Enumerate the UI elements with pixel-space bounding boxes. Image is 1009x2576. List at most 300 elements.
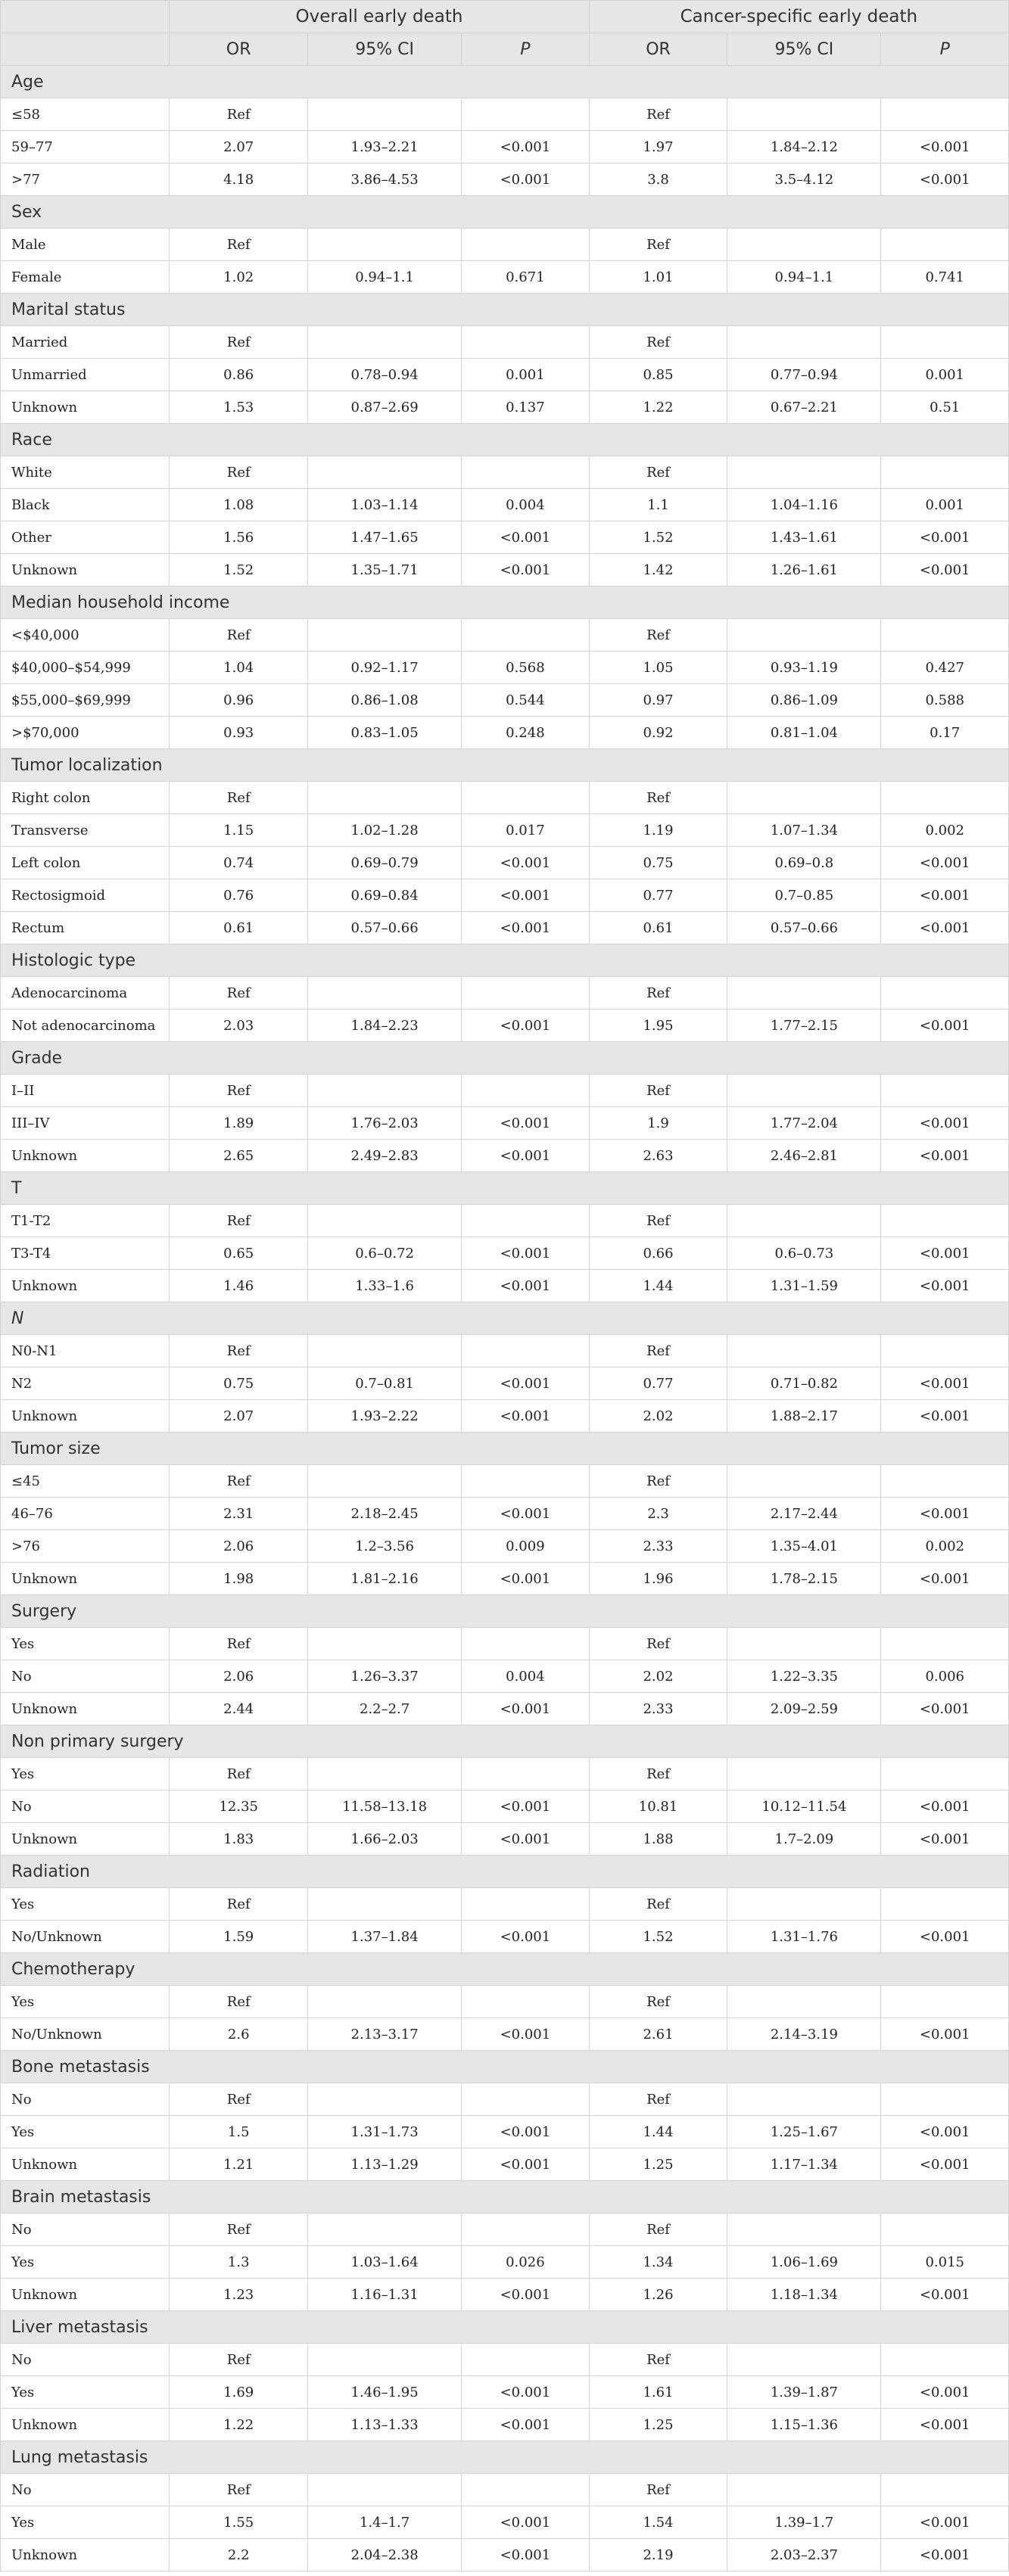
or-overall-cell: 1.08 xyxy=(170,489,308,521)
ci-overall-cell: 1.26–3.37 xyxy=(308,1660,462,1693)
p-overall-cell: 0.568 xyxy=(462,652,590,684)
or-overall-cell: 4.18 xyxy=(170,163,308,196)
p-cancer-cell: <0.001 xyxy=(881,847,1009,879)
ci-cancer-cell: 0.93–1.19 xyxy=(727,652,881,684)
ci-cancer-cell: 1.7–2.09 xyxy=(727,1823,881,1856)
ci-overall-cell: 1.93–2.22 xyxy=(308,1400,462,1433)
ci-overall-cell xyxy=(308,1205,462,1237)
ci-overall-cell: 1.16–1.31 xyxy=(308,2279,462,2311)
section-header-row xyxy=(1,1953,1009,1986)
p-cancer-cell xyxy=(881,1205,1009,1237)
ci-cancer-cell: 0.69–0.8 xyxy=(727,847,881,879)
ci-overall-cell: 1.03–1.64 xyxy=(308,2246,462,2279)
or-overall-cell: 1.53 xyxy=(170,391,308,424)
or-overall-cell: 1.59 xyxy=(170,1921,308,1953)
table-row xyxy=(1,1010,1009,1042)
p-cancer-cell xyxy=(881,2083,1009,2116)
or-cancer-cell: 1.96 xyxy=(589,1563,727,1595)
ci-overall-cell xyxy=(308,98,462,131)
section-title: Race xyxy=(1,424,1009,456)
ci-overall-cell: 1.93–2.21 xyxy=(308,131,462,163)
ci-cancer-cell xyxy=(727,1465,881,1498)
p-cancer-cell: <0.001 xyxy=(881,2018,1009,2051)
ci-overall-cell: 1.2–3.56 xyxy=(308,1530,462,1563)
p-cancer-cell: 0.741 xyxy=(881,261,1009,294)
section-title: Brain metastasis xyxy=(1,2181,1009,2214)
table-row xyxy=(1,521,1009,554)
p-cancer-cell xyxy=(881,2214,1009,2246)
p-cancer-cell xyxy=(881,1986,1009,2018)
ci-cancer-cell: 1.04–1.16 xyxy=(727,489,881,521)
ci-overall-cell xyxy=(308,1758,462,1790)
or-cancer-cell: Ref xyxy=(589,1986,727,2018)
ci-overall-cell: 1.46–1.95 xyxy=(308,2376,462,2409)
p-cancer-cell xyxy=(881,1888,1009,1921)
ci-cancer-cell: 1.06–1.69 xyxy=(727,2246,881,2279)
or-cancer-cell: 1.52 xyxy=(589,521,727,554)
p-cancer-cell: <0.001 xyxy=(881,1010,1009,1042)
table-row xyxy=(1,847,1009,879)
or-cancer-cell: 0.97 xyxy=(589,684,727,717)
section-title: T xyxy=(1,1172,1009,1205)
p-overall-cell: 0.671 xyxy=(462,261,590,294)
ci-cancer-cell: 1.43–1.61 xyxy=(727,521,881,554)
row-label-cell: Rectum xyxy=(1,912,170,944)
ci-cancer-cell xyxy=(727,2344,881,2376)
ci-cancer-cell: 1.26–1.61 xyxy=(727,554,881,586)
or-cancer-cell: 2.02 xyxy=(589,1400,727,1433)
or-cancer-cell: Ref xyxy=(589,1075,727,1107)
table-row xyxy=(1,1563,1009,1595)
ci-overall-cell: 2.2–2.7 xyxy=(308,1693,462,1725)
or-overall-cell: 0.65 xyxy=(170,1237,308,1270)
p-overall-cell xyxy=(462,1888,590,1921)
p-overall-cell: 0.026 xyxy=(462,2246,590,2279)
ci-overall-cell: 1.13–1.33 xyxy=(308,2409,462,2441)
row-label-cell: No xyxy=(1,2214,170,2246)
ci-overall-cell xyxy=(308,1986,462,2018)
row-label-cell: Yes xyxy=(1,1986,170,2018)
ci-cancer-cell xyxy=(727,1888,881,1921)
row-label-cell: Right colon xyxy=(1,782,170,814)
row-label-cell: T3-T4 xyxy=(1,1237,170,1270)
p-cancer-cell: 0.17 xyxy=(881,717,1009,749)
ci-overall-cell: 1.47–1.65 xyxy=(308,521,462,554)
section-header-row xyxy=(1,1595,1009,1628)
or-overall-cell: 12.35 xyxy=(170,1790,308,1823)
row-label-cell: Unknown xyxy=(1,2148,170,2181)
ci-overall-cell xyxy=(308,229,462,261)
or-cancer-cell: 2.33 xyxy=(589,1693,727,1725)
ci-overall-cell: 2.18–2.45 xyxy=(308,1498,462,1530)
table-row xyxy=(1,1921,1009,1953)
p-overall-cell: <0.001 xyxy=(462,879,590,912)
p-overall-cell: <0.001 xyxy=(462,1140,590,1172)
or-cancer-cell: 1.25 xyxy=(589,2148,727,2181)
table-row xyxy=(1,1400,1009,1433)
row-label-cell: White xyxy=(1,456,170,489)
table-row xyxy=(1,1498,1009,1530)
row-label-cell: Yes xyxy=(1,1628,170,1660)
row-label-cell: >77 xyxy=(1,163,170,196)
table-row xyxy=(1,391,1009,424)
table-row xyxy=(1,1628,1009,1660)
ci-overall-cell: 0.86–1.08 xyxy=(308,684,462,717)
p-overall-cell xyxy=(462,2083,590,2116)
header-column-row xyxy=(1,33,1009,66)
table-row xyxy=(1,1107,1009,1140)
table-row xyxy=(1,1140,1009,1172)
p-overall-cell: <0.001 xyxy=(462,1400,590,1433)
header-95ci: 95% CI xyxy=(727,33,881,66)
table-row xyxy=(1,2116,1009,2148)
p-cancer-cell: <0.001 xyxy=(881,1563,1009,1595)
ci-cancer-cell xyxy=(727,2214,881,2246)
ci-cancer-cell xyxy=(727,1986,881,2018)
p-overall-cell: <0.001 xyxy=(462,1790,590,1823)
header-cancer-specific-early-death: Cancer-specific early death xyxy=(589,1,1008,33)
row-label-cell: Yes xyxy=(1,1888,170,1921)
or-cancer-cell: 1.52 xyxy=(589,1921,727,1953)
section-title: Sex xyxy=(1,196,1009,229)
or-cancer-cell: 10.81 xyxy=(589,1790,727,1823)
ci-cancer-cell: 2.14–3.19 xyxy=(727,2018,881,2051)
ci-cancer-cell xyxy=(727,619,881,652)
ci-overall-cell xyxy=(308,1628,462,1660)
row-label-cell: Other xyxy=(1,521,170,554)
or-overall-cell: 0.75 xyxy=(170,1367,308,1400)
p-overall-cell: <0.001 xyxy=(462,1270,590,1302)
header-empty-cell xyxy=(1,1,170,33)
or-overall-cell: 1.02 xyxy=(170,261,308,294)
ci-overall-cell: 1.84–2.23 xyxy=(308,1010,462,1042)
p-cancer-cell: <0.001 xyxy=(881,1237,1009,1270)
or-overall-cell: 1.5 xyxy=(170,2116,308,2148)
p-overall-cell xyxy=(462,229,590,261)
ci-cancer-cell: 0.71–0.82 xyxy=(727,1367,881,1400)
ci-overall-cell: 1.35–1.71 xyxy=(308,554,462,586)
p-cancer-cell: <0.001 xyxy=(881,1270,1009,1302)
section-header-row xyxy=(1,1302,1009,1335)
table-row xyxy=(1,326,1009,359)
row-label-cell: T1-T2 xyxy=(1,1205,170,1237)
section-title: Liver metastasis xyxy=(1,2311,1009,2344)
section-title: Tumor localization xyxy=(1,749,1009,782)
p-overall-cell: 0.017 xyxy=(462,814,590,847)
or-overall-cell: 2.2 xyxy=(170,2539,308,2571)
ci-cancer-cell: 1.39–1.87 xyxy=(727,2376,881,2409)
p-cancer-cell: <0.001 xyxy=(881,1140,1009,1172)
p-overall-cell: 0.248 xyxy=(462,717,590,749)
row-label-cell: Unmarried xyxy=(1,359,170,391)
row-label-cell: >76 xyxy=(1,1530,170,1563)
section-title: Histologic type xyxy=(1,944,1009,977)
or-overall-cell: Ref xyxy=(170,2474,308,2506)
section-title: Non primary surgery xyxy=(1,1725,1009,1758)
row-label-cell: Unknown xyxy=(1,554,170,586)
p-cancer-cell: <0.001 xyxy=(881,1823,1009,1856)
or-cancer-cell: 0.92 xyxy=(589,717,727,749)
p-cancer-cell: <0.001 xyxy=(881,1367,1009,1400)
p-cancer-cell: 0.002 xyxy=(881,814,1009,847)
header-p: P xyxy=(462,33,590,66)
row-label-cell: Rectosigmoid xyxy=(1,879,170,912)
or-cancer-cell: 0.61 xyxy=(589,912,727,944)
or-cancer-cell: 1.1 xyxy=(589,489,727,521)
table-body xyxy=(1,66,1009,2571)
table-row xyxy=(1,554,1009,586)
ci-overall-cell: 0.92–1.17 xyxy=(308,652,462,684)
p-cancer-cell: <0.001 xyxy=(881,2506,1009,2539)
table-row xyxy=(1,2474,1009,2506)
or-overall-cell: 1.98 xyxy=(170,1563,308,1595)
table-row xyxy=(1,2246,1009,2279)
section-title: Grade xyxy=(1,1042,1009,1075)
p-overall-cell: 0.544 xyxy=(462,684,590,717)
or-overall-cell: Ref xyxy=(170,1465,308,1498)
p-cancer-cell xyxy=(881,1758,1009,1790)
row-label-cell: Unknown xyxy=(1,2539,170,2571)
ci-overall-cell: 0.83–1.05 xyxy=(308,717,462,749)
table-row xyxy=(1,1790,1009,1823)
table-row xyxy=(1,261,1009,294)
ci-cancer-cell: 1.22–3.35 xyxy=(727,1660,881,1693)
or-cancer-cell: 0.77 xyxy=(589,879,727,912)
table-row xyxy=(1,2018,1009,2051)
p-overall-cell xyxy=(462,1465,590,1498)
table-row xyxy=(1,1367,1009,1400)
or-overall-cell: 0.93 xyxy=(170,717,308,749)
section-header-row xyxy=(1,1433,1009,1465)
p-overall-cell: <0.001 xyxy=(462,2116,590,2148)
section-header-row xyxy=(1,586,1009,619)
ci-cancer-cell: 0.6–0.73 xyxy=(727,1237,881,1270)
or-overall-cell: 2.07 xyxy=(170,1400,308,1433)
p-overall-cell xyxy=(462,1075,590,1107)
or-overall-cell: 1.89 xyxy=(170,1107,308,1140)
section-header-row xyxy=(1,1042,1009,1075)
section-header-row xyxy=(1,66,1009,98)
section-header-row xyxy=(1,2311,1009,2344)
p-cancer-cell: 0.51 xyxy=(881,391,1009,424)
p-overall-cell: <0.001 xyxy=(462,521,590,554)
ci-overall-cell: 1.81–2.16 xyxy=(308,1563,462,1595)
p-overall-cell: <0.001 xyxy=(462,1107,590,1140)
table-row xyxy=(1,1205,1009,1237)
ci-overall-cell xyxy=(308,1075,462,1107)
p-overall-cell: <0.001 xyxy=(462,1921,590,1953)
table-row xyxy=(1,1075,1009,1107)
row-label-cell: $40,000–$54,999 xyxy=(1,652,170,684)
p-overall-cell: <0.001 xyxy=(462,163,590,196)
table-row xyxy=(1,2279,1009,2311)
p-overall-cell: <0.001 xyxy=(462,2279,590,2311)
ci-overall-cell: 0.87–2.69 xyxy=(308,391,462,424)
section-header-row xyxy=(1,2441,1009,2474)
p-overall-cell: <0.001 xyxy=(462,1367,590,1400)
p-overall-cell: <0.001 xyxy=(462,1823,590,1856)
ci-cancer-cell xyxy=(727,977,881,1010)
or-cancer-cell: 1.95 xyxy=(589,1010,727,1042)
p-cancer-cell: <0.001 xyxy=(881,2279,1009,2311)
p-overall-cell xyxy=(462,326,590,359)
table-row xyxy=(1,1823,1009,1856)
p-cancer-cell xyxy=(881,326,1009,359)
row-label-cell: III–IV xyxy=(1,1107,170,1140)
row-label-cell: N0-N1 xyxy=(1,1335,170,1367)
row-label-cell: $55,000–$69,999 xyxy=(1,684,170,717)
p-overall-cell xyxy=(462,2344,590,2376)
ci-overall-cell: 0.57–0.66 xyxy=(308,912,462,944)
header-overall-early-death: Overall early death xyxy=(170,1,589,33)
or-overall-cell: 2.65 xyxy=(170,1140,308,1172)
or-overall-cell: 2.31 xyxy=(170,1498,308,1530)
section-header-row xyxy=(1,2051,1009,2083)
or-cancer-cell: Ref xyxy=(589,619,727,652)
or-overall-cell: Ref xyxy=(170,1335,308,1367)
ci-cancer-cell xyxy=(727,2083,881,2116)
row-label-cell: I–II xyxy=(1,1075,170,1107)
header-or: OR xyxy=(170,33,308,66)
or-cancer-cell: 2.19 xyxy=(589,2539,727,2571)
or-cancer-cell: 0.66 xyxy=(589,1237,727,1270)
or-overall-cell: 2.06 xyxy=(170,1530,308,1563)
section-title: Marital status xyxy=(1,294,1009,326)
or-cancer-cell: 1.88 xyxy=(589,1823,727,1856)
ci-cancer-cell: 10.12–11.54 xyxy=(727,1790,881,1823)
table-row xyxy=(1,977,1009,1010)
row-label-cell: 59–77 xyxy=(1,131,170,163)
or-overall-cell: 0.76 xyxy=(170,879,308,912)
or-cancer-cell: Ref xyxy=(589,229,727,261)
or-cancer-cell: 3.8 xyxy=(589,163,727,196)
header-empty-cell xyxy=(1,33,170,66)
ci-overall-cell: 1.37–1.84 xyxy=(308,1921,462,1953)
p-overall-cell: <0.001 xyxy=(462,131,590,163)
row-label-cell: Yes xyxy=(1,2246,170,2279)
ci-overall-cell xyxy=(308,1888,462,1921)
p-cancer-cell: 0.015 xyxy=(881,2246,1009,2279)
ci-cancer-cell xyxy=(727,1628,881,1660)
ci-cancer-cell: 1.31–1.59 xyxy=(727,1270,881,1302)
row-label-cell: No xyxy=(1,2474,170,2506)
p-overall-cell: <0.001 xyxy=(462,1237,590,1270)
or-cancer-cell: 1.9 xyxy=(589,1107,727,1140)
p-cancer-cell xyxy=(881,1465,1009,1498)
or-cancer-cell: Ref xyxy=(589,1205,727,1237)
p-overall-cell: <0.001 xyxy=(462,2018,590,2051)
ci-overall-cell: 1.66–2.03 xyxy=(308,1823,462,1856)
table-row xyxy=(1,652,1009,684)
or-overall-cell: 1.21 xyxy=(170,2148,308,2181)
or-overall-cell: Ref xyxy=(170,98,308,131)
row-label-cell: Unknown xyxy=(1,391,170,424)
p-overall-cell: 0.004 xyxy=(462,1660,590,1693)
row-label-cell: Female xyxy=(1,261,170,294)
or-overall-cell: Ref xyxy=(170,2083,308,2116)
or-cancer-cell: Ref xyxy=(589,2083,727,2116)
table-row xyxy=(1,814,1009,847)
or-cancer-cell: 1.42 xyxy=(589,554,727,586)
ci-cancer-cell: 0.81–1.04 xyxy=(727,717,881,749)
or-cancer-cell: Ref xyxy=(589,326,727,359)
or-cancer-cell: 0.85 xyxy=(589,359,727,391)
row-label-cell: Male xyxy=(1,229,170,261)
p-cancer-cell: <0.001 xyxy=(881,1107,1009,1140)
row-label-cell: No xyxy=(1,1660,170,1693)
row-label-cell: Unknown xyxy=(1,1270,170,1302)
p-cancer-cell: <0.001 xyxy=(881,131,1009,163)
section-title: Chemotherapy xyxy=(1,1953,1009,1986)
p-cancer-cell: 0.001 xyxy=(881,489,1009,521)
row-label-cell: Yes xyxy=(1,2116,170,2148)
row-label-cell: Yes xyxy=(1,2376,170,2409)
or-overall-cell: Ref xyxy=(170,1758,308,1790)
p-overall-cell: 0.001 xyxy=(462,359,590,391)
row-label-cell: Not adenocarcinoma xyxy=(1,1010,170,1042)
or-cancer-cell: 1.19 xyxy=(589,814,727,847)
ci-overall-cell: 3.86–4.53 xyxy=(308,163,462,196)
ci-cancer-cell xyxy=(727,456,881,489)
or-overall-cell: Ref xyxy=(170,456,308,489)
section-header-row xyxy=(1,294,1009,326)
p-overall-cell xyxy=(462,1628,590,1660)
ci-cancer-cell: 0.7–0.85 xyxy=(727,879,881,912)
ci-overall-cell: 2.04–2.38 xyxy=(308,2539,462,2571)
ci-overall-cell: 1.76–2.03 xyxy=(308,1107,462,1140)
or-cancer-cell: 2.02 xyxy=(589,1660,727,1693)
ci-overall-cell xyxy=(308,326,462,359)
header-95ci: 95% CI xyxy=(308,33,462,66)
or-overall-cell: 2.06 xyxy=(170,1660,308,1693)
or-cancer-cell: Ref xyxy=(589,1335,727,1367)
ci-overall-cell: 1.33–1.6 xyxy=(308,1270,462,1302)
or-cancer-cell: Ref xyxy=(589,1888,727,1921)
ci-cancer-cell: 2.46–2.81 xyxy=(727,1140,881,1172)
ci-cancer-cell: 1.84–2.12 xyxy=(727,131,881,163)
row-label-cell: Unknown xyxy=(1,1140,170,1172)
or-cancer-cell: 1.61 xyxy=(589,2376,727,2409)
or-cancer-cell: 0.75 xyxy=(589,847,727,879)
row-label-cell: No xyxy=(1,1790,170,1823)
table-row xyxy=(1,163,1009,196)
ci-overall-cell: 0.69–0.79 xyxy=(308,847,462,879)
or-overall-cell: 1.46 xyxy=(170,1270,308,1302)
or-overall-cell: 2.03 xyxy=(170,1010,308,1042)
p-cancer-cell: 0.006 xyxy=(881,1660,1009,1693)
or-cancer-cell: 1.34 xyxy=(589,2246,727,2279)
table-row xyxy=(1,1660,1009,1693)
row-label-cell: No xyxy=(1,2344,170,2376)
section-header-row xyxy=(1,2181,1009,2214)
section-title: Radiation xyxy=(1,1856,1009,1888)
p-cancer-cell xyxy=(881,98,1009,131)
or-cancer-cell: 2.61 xyxy=(589,2018,727,2051)
section-header-row xyxy=(1,424,1009,456)
p-overall-cell: <0.001 xyxy=(462,2376,590,2409)
ci-cancer-cell: 1.07–1.34 xyxy=(727,814,881,847)
section-title: Age xyxy=(1,66,1009,98)
or-cancer-cell: 1.54 xyxy=(589,2506,727,2539)
table-row xyxy=(1,782,1009,814)
row-label-cell: <$40,000 xyxy=(1,619,170,652)
p-cancer-cell: <0.001 xyxy=(881,1790,1009,1823)
ci-overall-cell: 1.4–1.7 xyxy=(308,2506,462,2539)
ci-overall-cell xyxy=(308,2214,462,2246)
ci-cancer-cell: 2.17–2.44 xyxy=(727,1498,881,1530)
or-cancer-cell: Ref xyxy=(589,2344,727,2376)
p-cancer-cell xyxy=(881,2474,1009,2506)
